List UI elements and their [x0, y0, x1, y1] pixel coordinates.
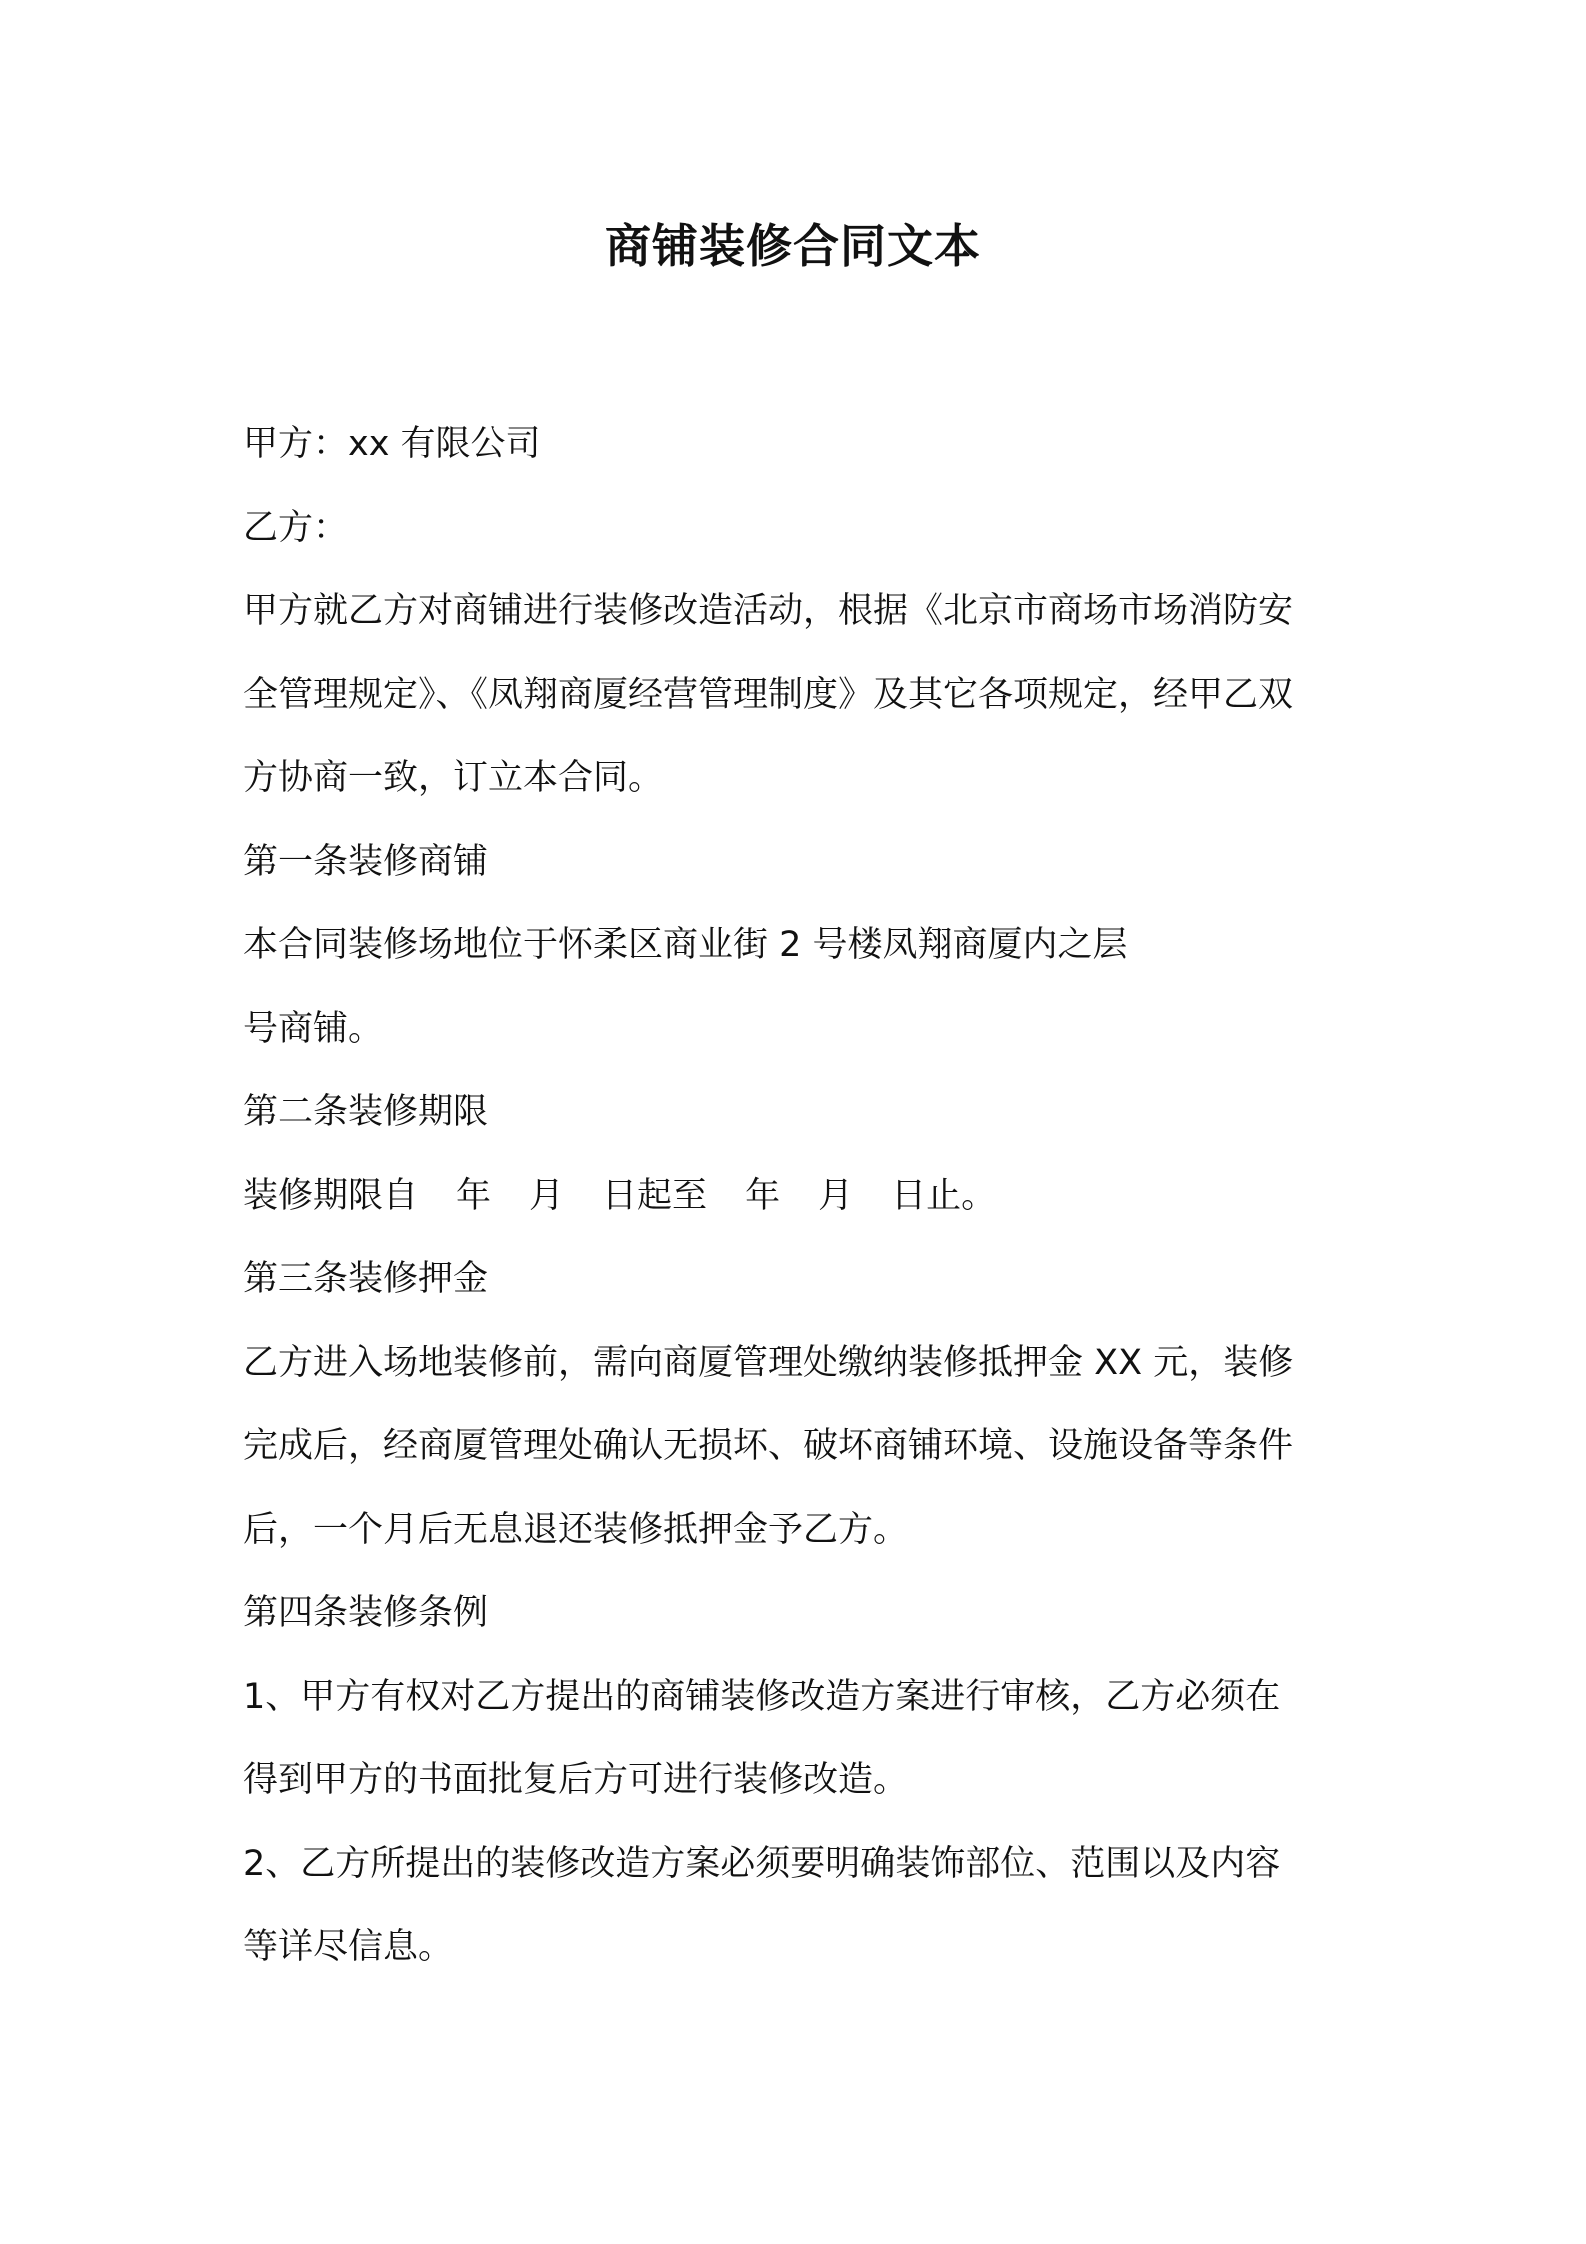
article1-heading: 第一条装修商铺: [243, 841, 489, 882]
party-b: 乙方：: [243, 507, 349, 548]
article2-period: [243, 1155, 1363, 1239]
article2-heading: 第二条装修期限: [243, 1092, 489, 1132]
period-prefix: 装修期限自: [243, 1175, 419, 1216]
article3-line: 乙方进入场地装修前，需向商厦管理处缴纳装修抵押金 XX 元，装修: [243, 1342, 1294, 1383]
document-body: [243, 403, 1363, 1990]
article1-line: 号商铺。: [243, 1008, 384, 1049]
article4-clause2-line: 2、乙方所提出的装修改造方案必须要明确装饰部位、范围以及内容: [243, 1843, 1281, 1884]
document-title: 商铺装修合同文本: [605, 219, 981, 273]
article4-heading: 第四条装修条例: [243, 1593, 489, 1633]
article3-line: 完成后，经商厦管理处确认无损坏、破坏商铺环境、设施设备等条件: [243, 1426, 1294, 1466]
period-day-end: 日止。: [891, 1175, 997, 1216]
article4-clause2-line: 等详尽信息。: [243, 1927, 454, 1967]
period-day-start: 日起至: [602, 1175, 708, 1216]
period-month-start: 月: [529, 1175, 565, 1216]
article1-line: 本合同装修场地位于怀柔区商业街 2 号楼凤翔商厦内之层: [243, 925, 1128, 965]
article4-clause1-line: 1、甲方有权对乙方提出的商铺装修改造方案进行审核，乙方必须在: [243, 1676, 1281, 1717]
article3-heading: 第三条装修押金: [243, 1259, 489, 1299]
period-year-end: 年: [745, 1175, 781, 1216]
period-month-end: 月: [818, 1175, 854, 1216]
article4-clause1-line: 得到甲方的书面批复后方可进行装修改造。: [243, 1760, 909, 1800]
period-year-start: 年: [456, 1175, 492, 1216]
preamble-line: 全管理规定》、《凤翔商厦经营管理制度》及其它各项规定，经甲乙双: [243, 674, 1294, 715]
preamble-line: 方协商一致，订立本合同。: [243, 758, 664, 798]
preamble-line: 甲方就乙方对商铺进行装修改造活动，根据《北京市商场市场消防安: [243, 591, 1294, 631]
party-a: 甲方：xx 有限公司: [243, 424, 541, 464]
article3-line: 后，一个月后无息退还装修抵押金予乙方。: [243, 1509, 909, 1550]
